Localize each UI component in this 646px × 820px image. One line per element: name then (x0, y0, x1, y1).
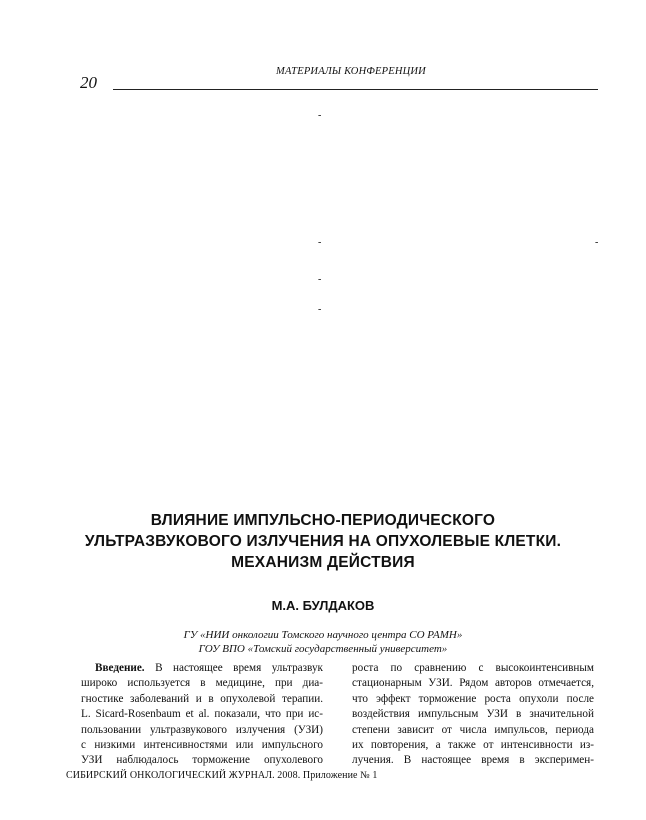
author-name: М.А. БУЛДАКОВ (271, 598, 375, 613)
running-head: МАТЕРИАЛЫ КОНФЕРЕНЦИИ (276, 66, 426, 77)
text-line (81, 661, 323, 676)
title-line: ВЛИЯНИЕ ИМПУЛЬСНО-ПЕРИОДИЧЕСКОГО (150, 512, 496, 529)
affiliations (0, 628, 646, 656)
title-line: УЛЬТРАЗВУКОВОГО ИЗЛУЧЕНИЯ НА ОПУХОЛЕВЫЕ КЛЕТКИ. (84, 533, 562, 550)
page-number: 20 (80, 73, 97, 92)
text-line: УЗИ наблюдалось торможение опухолевого (81, 754, 323, 767)
stray-dash: - (318, 304, 322, 315)
stray-dash: - (318, 110, 322, 121)
text-line: что эффект торможение роста опухоли после (352, 692, 594, 705)
right-column (352, 661, 594, 769)
text-line: с низкими интенсивностями или импульсного (81, 738, 323, 751)
affiliation-line: ГУ «НИИ онкологии Томского научного центра СО РАМН» (183, 629, 463, 641)
text-line: широко используется в медицине, при диа- (81, 677, 323, 690)
title-line: МЕХАНИЗМ ДЕЙСТВИЯ (231, 554, 415, 571)
section-lead: Введение. (95, 662, 145, 674)
stray-dash: - (318, 237, 322, 248)
text-line: стационарным УЗИ. Рядом авторов отмечается, (352, 677, 594, 690)
stray-dash: - (595, 237, 599, 248)
journal-footer: СИБИРСКИЙ ОНКОЛОГИЧЕСКИЙ ЖУРНАЛ. 2008. Приложение № 1 (66, 770, 378, 781)
text-line: их повторения, а также от интенсивности из- (352, 738, 594, 751)
text-line: пользовании ультразвукового излучения (УЗИ) (81, 723, 323, 736)
text-line: L. Sicard-Rosenbaum et al. показали, что при ис- (81, 708, 323, 721)
header-rule (113, 89, 598, 90)
text-line: гностике заболеваний и в опухолевой терапии. (81, 692, 323, 705)
stray-dash: - (318, 274, 322, 285)
text-line: роста по сравнению с высокоинтенсивным (352, 662, 594, 674)
text-line: лучения. В настоящее время в эксперимен- (352, 754, 594, 767)
text-line: воздействия импульсным УЗИ в значительной (352, 708, 594, 721)
text-span: В настоящее время ультразвук (144, 662, 323, 674)
left-column (81, 661, 323, 769)
text-line: степени зависит от числа импульсов, периода (352, 723, 594, 736)
affiliation-line: ГОУ ВПО «Томский государственный университет» (198, 643, 448, 655)
article-title (0, 510, 646, 573)
